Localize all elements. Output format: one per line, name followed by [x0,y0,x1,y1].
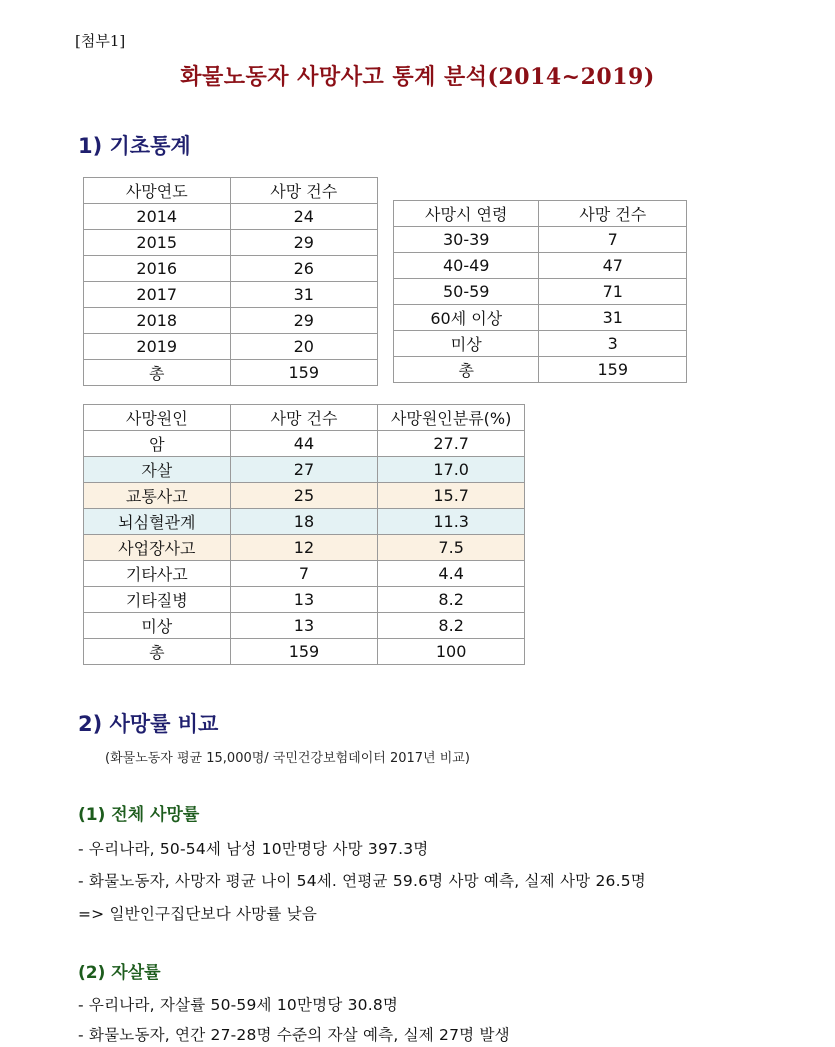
table-cell: 2014 [84,204,231,230]
section-heading-mortality-comparison: 2) 사망률 비교 [78,712,219,736]
table-cell: 25 [230,483,378,509]
table-header-row [84,405,525,431]
table-cell: 7.5 [378,535,525,561]
table-cell: 159 [539,357,687,383]
table-row [84,483,525,509]
table-header-cell: 사망 건수 [230,405,378,431]
table-row [394,227,687,253]
table-cell: 44 [230,431,378,457]
table-cell: 뇌심혈관계 [84,509,231,535]
table-cell: 15.7 [378,483,525,509]
table-cell: 2017 [84,282,231,308]
table-row [394,305,687,331]
table-total-row [84,360,378,386]
table-cell: 30-39 [394,227,539,253]
subheading-overall-mortality: (1) 전체 사망률 [78,805,200,825]
table-cell: 2018 [84,308,231,334]
table-header-cell: 사망연도 [84,178,231,204]
table-cell: 50-59 [394,279,539,305]
table-row [84,431,525,457]
table-cell: 사업장사고 [84,535,231,561]
table-cell: 총 [84,639,231,665]
table-cell: 159 [230,639,378,665]
table-header-row [394,201,687,227]
table-cell: 18 [230,509,378,535]
section-heading-basic-stats: 1) 기초통계 [78,134,191,158]
table-cell: 기타사고 [84,561,231,587]
table-row [84,334,378,360]
table-cell: 26 [230,256,377,282]
text-line: - 화물노동자, 사망자 평균 나이 54세. 연평균 59.6명 사망 예측, 실제 사망 26.5명 [78,872,646,890]
table-row [84,230,378,256]
comparison-note: (화물노동자 평균 15,000명/ 국민건강보험데이터 2017년 비교) [105,751,470,766]
table-header-cell: 사망 건수 [539,201,687,227]
table-cell: 47 [539,253,687,279]
table-cell: 71 [539,279,687,305]
text-line: - 우리나라, 자살률 50-59세 10만명당 30.8명 [78,996,399,1014]
table-total-row [394,357,687,383]
subheading-suicide-rate: (2) 자살률 [78,963,161,983]
text-line: - 우리나라, 50-54세 남성 10만명당 사망 397.3명 [78,840,429,858]
table-row [394,253,687,279]
year-table [83,177,378,386]
table-row [84,561,525,587]
table-header-cell: 사망 건수 [230,178,377,204]
table-header-cell: 사망원인 [84,405,231,431]
table-header-cell: 사망시 연령 [394,201,539,227]
table-row [84,535,525,561]
table-cell: 29 [230,308,377,334]
table-row [84,457,525,483]
table-cell: 총 [394,357,539,383]
table-cell: 3 [539,331,687,357]
table-row [84,256,378,282]
table-cell: 2016 [84,256,231,282]
table-row [84,308,378,334]
table-cell: 31 [539,305,687,331]
age-table [393,200,687,383]
table-cell: 40-49 [394,253,539,279]
table-cell: 미상 [84,613,231,639]
table-cell: 12 [230,535,378,561]
table-cell: 60세 이상 [394,305,539,331]
table-cell: 11.3 [378,509,525,535]
table-cell: 4.4 [378,561,525,587]
table-cell: 7 [230,561,378,587]
table-cell: 29 [230,230,377,256]
text-line: => 일반인구집단보다 사망률 낮음 [78,905,318,923]
table-cell: 100 [378,639,525,665]
document-title: 화물노동자 사망사고 통계 분석(2014~2019) [180,64,655,90]
table-row [84,587,525,613]
table-cell: 2015 [84,230,231,256]
table-row [394,279,687,305]
table-cell: 암 [84,431,231,457]
text-line: - 화물노동자, 연간 27-28명 수준의 자살 예측, 실제 27명 발생 [78,1026,510,1044]
table-cell: 24 [230,204,377,230]
table-row [84,204,378,230]
table-cell: 13 [230,587,378,613]
table-header-row [84,178,378,204]
table-cell: 7 [539,227,687,253]
table-cell: 159 [230,360,377,386]
cause-table [83,404,525,665]
table-row [394,331,687,357]
table-row [84,509,525,535]
attachment-label: [첨부1] [75,32,126,50]
table-cell: 교통사고 [84,483,231,509]
table-total-row [84,639,525,665]
table-cell: 8.2 [378,613,525,639]
table-cell: 미상 [394,331,539,357]
table-cell: 13 [230,613,378,639]
table-row [84,282,378,308]
table-cell: 자살 [84,457,231,483]
table-row [84,613,525,639]
table-cell: 27 [230,457,378,483]
table-header-cell: 사망원인분류(%) [378,405,525,431]
table-cell: 17.0 [378,457,525,483]
table-cell: 31 [230,282,377,308]
table-cell: 27.7 [378,431,525,457]
table-cell: 기타질병 [84,587,231,613]
table-cell: 20 [230,334,377,360]
table-cell: 총 [84,360,231,386]
table-cell: 2019 [84,334,231,360]
table-cell: 8.2 [378,587,525,613]
